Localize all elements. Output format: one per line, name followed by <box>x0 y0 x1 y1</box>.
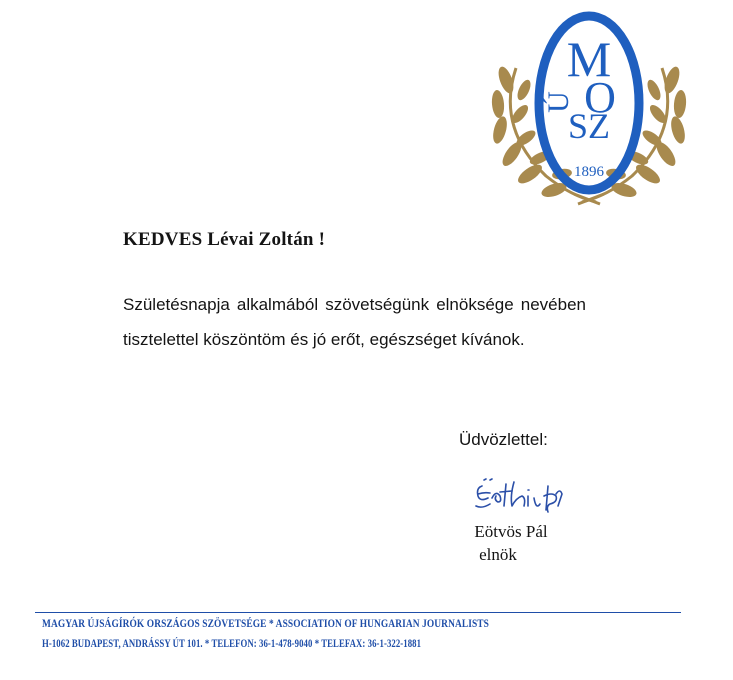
footer-address: H-1062 BUDAPEST, ANDRÁSSY ÚT 101. * TELEFON: 36-1-478-9040 * TELEFAX: 36-1-322-1881 <box>42 638 422 650</box>
letter-greeting: KEDVES Lévai Zoltán ! <box>123 229 326 250</box>
logo-letter-o: O <box>584 73 616 122</box>
letter-body: Születésnapja alkalmából szövetségünk elnöksége nevében tisztelettel köszöntöm és jó erőt, egészséget kívánok. <box>123 295 586 349</box>
signer-name: Eötvös Pál <box>474 522 548 541</box>
logo-letter-m: M <box>566 31 612 87</box>
logo-letter-u: Ú <box>542 91 575 113</box>
muosz-logo <box>486 8 692 212</box>
signer-title: elnök <box>479 545 517 564</box>
footer-divider <box>35 612 681 613</box>
footer-organization: MAGYAR ÚJSÁGÍRÓK ORSZÁGOS SZÖVETSÉGE * ASSOCIATION OF HUNGARIAN JOURNALISTS <box>42 618 490 630</box>
logo-year: 1896 <box>574 164 604 180</box>
letter-closing: Üdvözlettel: <box>459 430 548 449</box>
logo-letter-sz: SZ <box>567 106 611 146</box>
muosz-logo-emblem <box>486 8 692 212</box>
handwritten-signature <box>470 476 568 524</box>
